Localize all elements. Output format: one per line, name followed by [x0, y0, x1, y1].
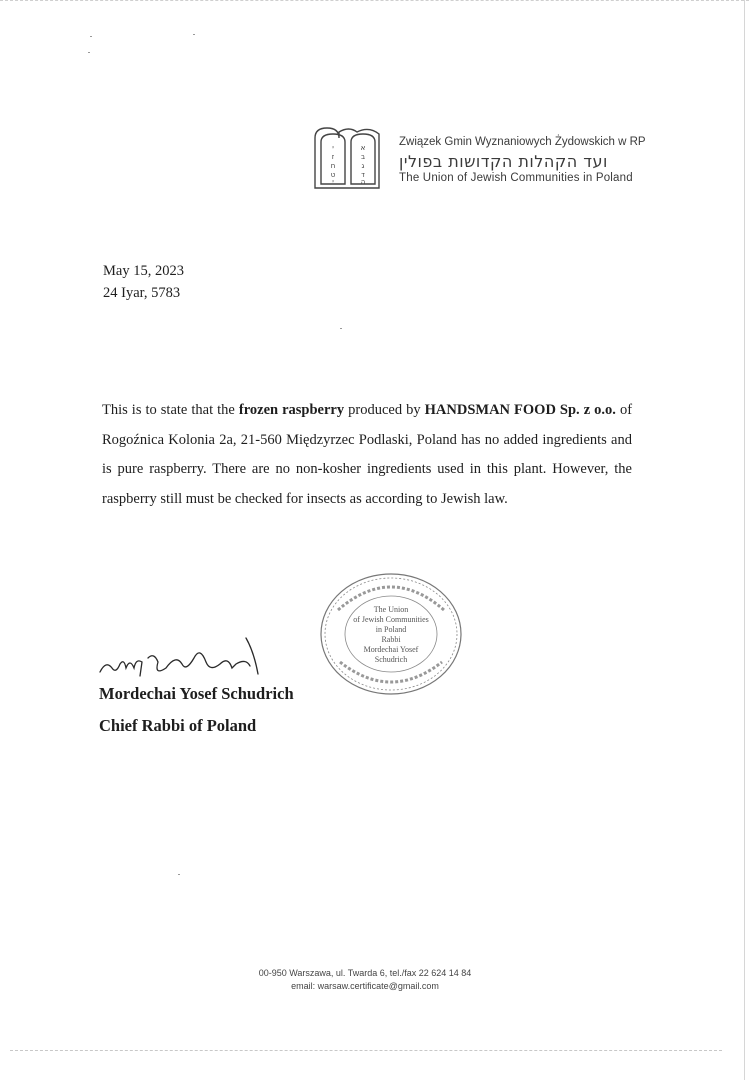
handwritten-signature — [96, 628, 276, 688]
rabbinate-stamp — [318, 570, 464, 698]
stamp-text-line: Schudrich — [374, 655, 408, 664]
stamp-text-line: of Jewish Communities — [353, 615, 429, 624]
body-intro: This is to state that the — [102, 402, 239, 418]
letterhead-name-hebrew: ועד הקהלות הקדושות בפולין — [399, 152, 608, 171]
letterhead-name-polish: Związek Gmin Wyznaniowych Żydowskich w RP — [399, 136, 646, 148]
scan-top-edge — [0, 0, 749, 5]
tablets-logo-icon — [311, 124, 385, 192]
footer-address: 00-950 Warszawa, ul. Twarda 6, tel./fax 22 624 14 84 — [258, 968, 472, 978]
svg-text:י: י — [332, 144, 334, 152]
svg-text:ח: ח — [330, 162, 336, 170]
body-rest: of Rogoźnica Kolonia 2a, 21-560 Międzyrzec Podlaski, Poland has no added ingredients and is pure raspberry. There are no non-kosher ingredients used in this plant. However, the raspberry still must be checked for insects as according to Jewish law. — [102, 402, 633, 507]
signatory-name: Mordechai Yosef Schudrich — [99, 684, 294, 703]
scan-right-edge — [744, 0, 745, 1080]
scan-speck — [88, 52, 90, 53]
svg-text:ג: ג — [361, 162, 365, 170]
letterhead-name-english: The Union of Jewish Communities in Poland — [399, 172, 633, 184]
signatory-title: Chief Rabbi of Poland — [99, 716, 257, 735]
svg-text:ב: ב — [360, 153, 366, 161]
date-gregorian: May 15, 2023 — [103, 263, 184, 279]
body-mid: produced by — [344, 402, 425, 418]
svg-text:ט: ט — [330, 171, 336, 179]
certificate-body — [102, 396, 632, 514]
svg-text:א: א — [360, 144, 366, 152]
stamp-text-line: The Union — [373, 605, 409, 614]
stamp-text-line: Rabbi — [381, 635, 401, 644]
scan-bottom-edge — [10, 1050, 722, 1051]
footer-email: email: warsaw.certificate@gmail.com — [291, 981, 439, 991]
svg-text:ז: ז — [331, 153, 335, 161]
scan-speck — [340, 328, 342, 329]
svg-text:ד: ד — [361, 171, 365, 179]
scan-speck — [90, 36, 92, 37]
stamp-text-line: Mordechai Yosef — [363, 645, 419, 654]
date-hebrew: 24 Iyar, 5783 — [103, 285, 181, 301]
company-name: HANDSMAN FOOD Sp. z o.o. — [424, 402, 616, 418]
svg-text:י: י — [332, 178, 334, 186]
product-name: frozen raspberry — [238, 402, 345, 418]
svg-text:ה: ה — [360, 178, 366, 186]
stamp-text-line: in Poland — [375, 625, 407, 634]
scan-speck — [193, 34, 195, 35]
scan-speck — [178, 874, 180, 875]
